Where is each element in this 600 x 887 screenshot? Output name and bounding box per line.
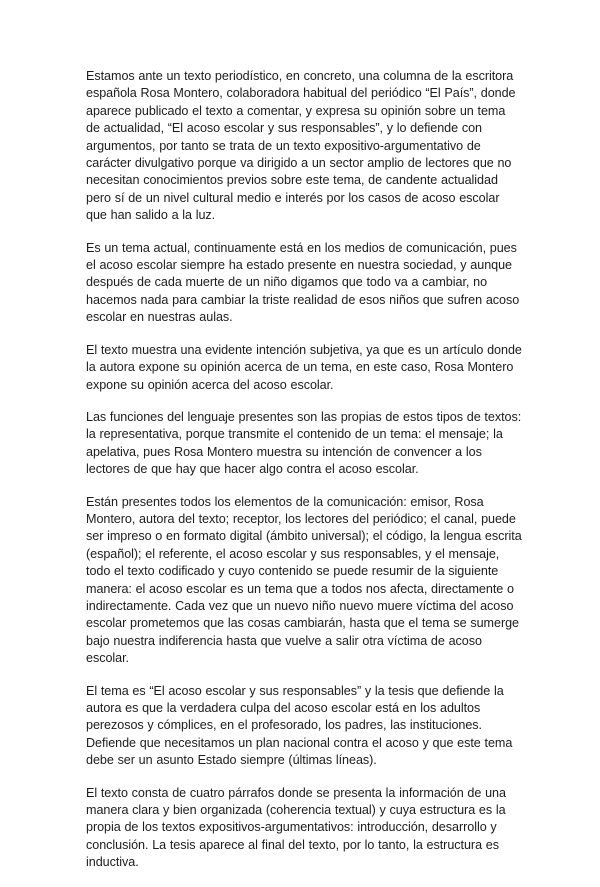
paragraph-current-topic: Es un tema actual, continuamente está en los medios de comunicación, pues el acoso escolar siempre ha estado presente en nuestra sociedad, y aunque después de cada muerte de un niño digamos que todo va a cambiar, no hacemos nada para cambiar la triste realidad de esos niños que sufren acoso escolar en nuestras aulas. [86, 240, 520, 325]
paragraph-intention: El texto muestra una evidente intención subjetiva, ya que es un artículo donde la autora expone su opinión acerca de un tema, en este caso, Rosa Montero expone su opinión acerca del acoso escolar. [86, 342, 522, 392]
document-body [86, 68, 522, 887]
paragraph-structure: El texto consta de cuatro párrafos donde se presenta la información de una manera clara y bien organizada (coherencia textual) y cuya estructura es la propia de los textos expositivos-argumentativos: introducción, desarrollo y conclusión. La tesis aparece al final del texto, por lo tanto, la estructura es inductiva. [86, 785, 506, 870]
paragraph-language-functions: Las funciones del lenguaje presentes son las propias de estos tipos de textos: la representativa, porque transmite el contenido de un tema: el mensaje; la apelativa, pues Rosa Montero muestra su intención de convencer a los lectores de que hay que hacer algo contra el acoso escolar. [86, 409, 522, 477]
paragraph-intro: Estamos ante un texto periodístico, en concreto, una columna de la escritora española Rosa Montero, colaboradora habitual del periódico “El País”, donde aparece publicado el texto a comentar, y expresa su opinión sobre un tema de actualidad, “El acoso escolar y sus responsables”, y lo defiende con argumentos, por tanto se trata de un texto expositivo-argumentativo de carácter divulgativo porque va dirigido a un sector amplio de lectores que no necesitan conocimientos previos sobre este tema, de candente actualidad pero sí de un nivel cultural medio e interés por los casos de acoso escolar que han salido a la luz. [86, 69, 516, 223]
paragraph-theme-thesis: El tema es “El acoso escolar y sus responsables” y la tesis que defiende la autora es que la verdadera culpa del acoso escolar está en los adultos perezosos y cómplices, en el profesorado, los padres, las instituciones. Defiende que necesitamos un plan nacional contra el acoso y que este tema debe ser un asunto Estado siempre (últimas líneas). [86, 683, 513, 768]
paragraph-communication-elements: Están presentes todos los elementos de la comunicación: emisor, Rosa Montero, autora del texto; receptor, los lectores del periódico; el canal, puede ser impreso o en formato digital (ámbito universal); el código, la lengua escrita (español); el referente, el acoso escolar y sus responsables, y el mensaje, todo el texto codificado y cuyo contenido se puede resumir de la siguiente manera: el acoso escolar es un tema que a todos nos afecta, directamente o indirectamente. Cada vez que un nuevo niño nuevo muere víctima del acoso escolar prometemos que las cosas cambiarán, hasta que el tema se sumerge bajo nuestra indiferencia hasta que vuelve a salir otra víctima de acoso escolar. [86, 494, 522, 666]
